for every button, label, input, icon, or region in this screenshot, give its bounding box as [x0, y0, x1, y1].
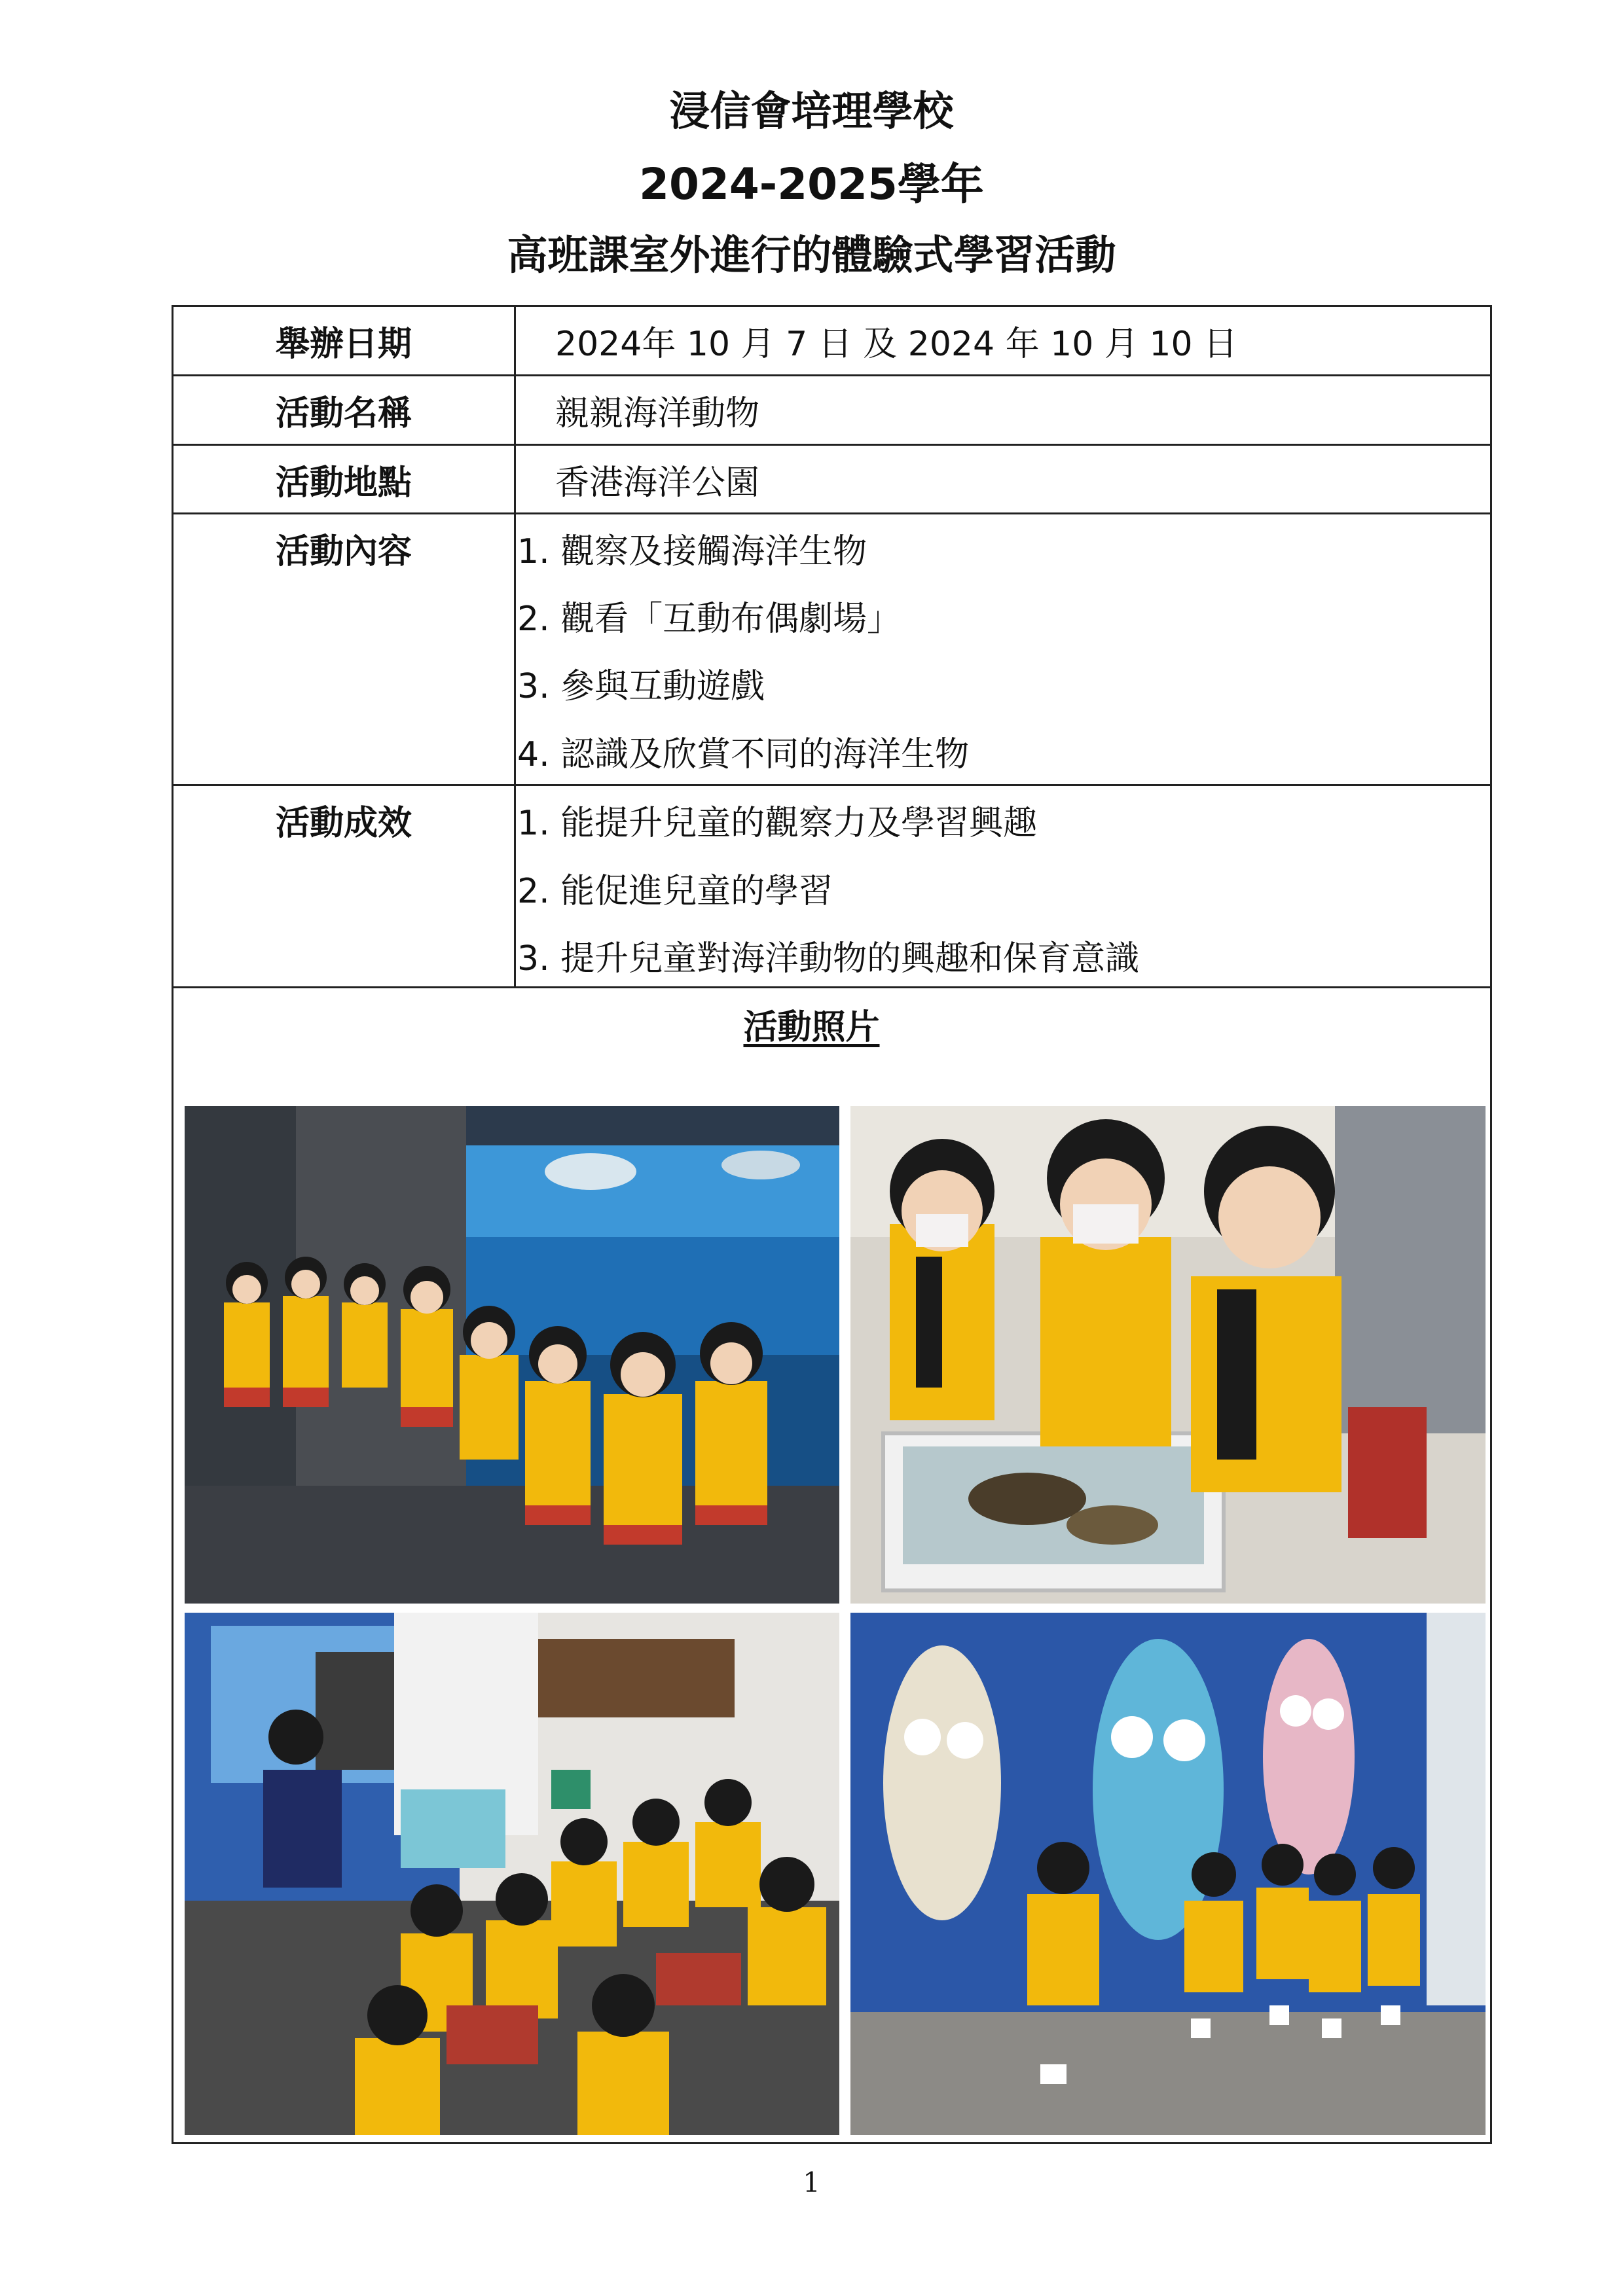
outcome-item: 3. 提升兒童對海洋動物的興趣和保育意識	[517, 939, 1140, 978]
content-item: 4. 認識及欣賞不同的海洋生物	[517, 735, 970, 774]
table-border-bottom	[172, 2142, 1492, 2144]
photo-puppet-theater	[185, 1613, 839, 2135]
academic-year: 2024-2025學年	[639, 159, 984, 209]
school-name: 浸信會培理學校	[669, 87, 954, 135]
table-column-divider	[514, 305, 516, 988]
photos-title: 活動照片	[743, 1008, 880, 1047]
value-activity-place: 香港海洋公園	[555, 463, 760, 503]
document-subtitle: 高班課室外進行的體驗式學習活動	[507, 231, 1116, 279]
content-item: 3. 參與互動遊戲	[517, 667, 765, 706]
table-row-divider	[172, 784, 1492, 786]
table-border-right	[1490, 305, 1492, 2144]
table-row-divider	[172, 986, 1492, 988]
table-row-divider	[172, 512, 1492, 514]
outcome-item: 1. 能提升兒童的觀察力及學習興趣	[517, 804, 1038, 843]
content-item: 2. 觀看「互動布偶劇場」	[517, 600, 902, 639]
table-border-top	[172, 305, 1492, 307]
photo-fish-wall	[850, 1613, 1486, 2135]
label-activity-content: 活動內容	[275, 532, 412, 571]
content-item: 1. 觀察及接觸海洋生物	[517, 532, 867, 571]
photo-touch-tank	[850, 1106, 1486, 1604]
value-activity-name: 親親海洋動物	[555, 394, 760, 433]
label-activity-outcome: 活動成效	[275, 804, 412, 843]
value-date: 2024年 10 月 7 日 及 2024 年 10 月 10 日	[555, 325, 1238, 364]
table-border-left	[172, 305, 173, 2144]
page-number: 1	[803, 2166, 820, 2198]
table-row-divider	[172, 374, 1492, 376]
photo-aquarium-group	[185, 1106, 839, 1604]
label-activity-name: 活動名稱	[275, 394, 412, 433]
table-row-divider	[172, 444, 1492, 446]
label-activity-place: 活動地點	[275, 463, 412, 503]
label-date: 舉辦日期	[275, 325, 412, 364]
outcome-item: 2. 能促進兒童的學習	[517, 872, 833, 911]
